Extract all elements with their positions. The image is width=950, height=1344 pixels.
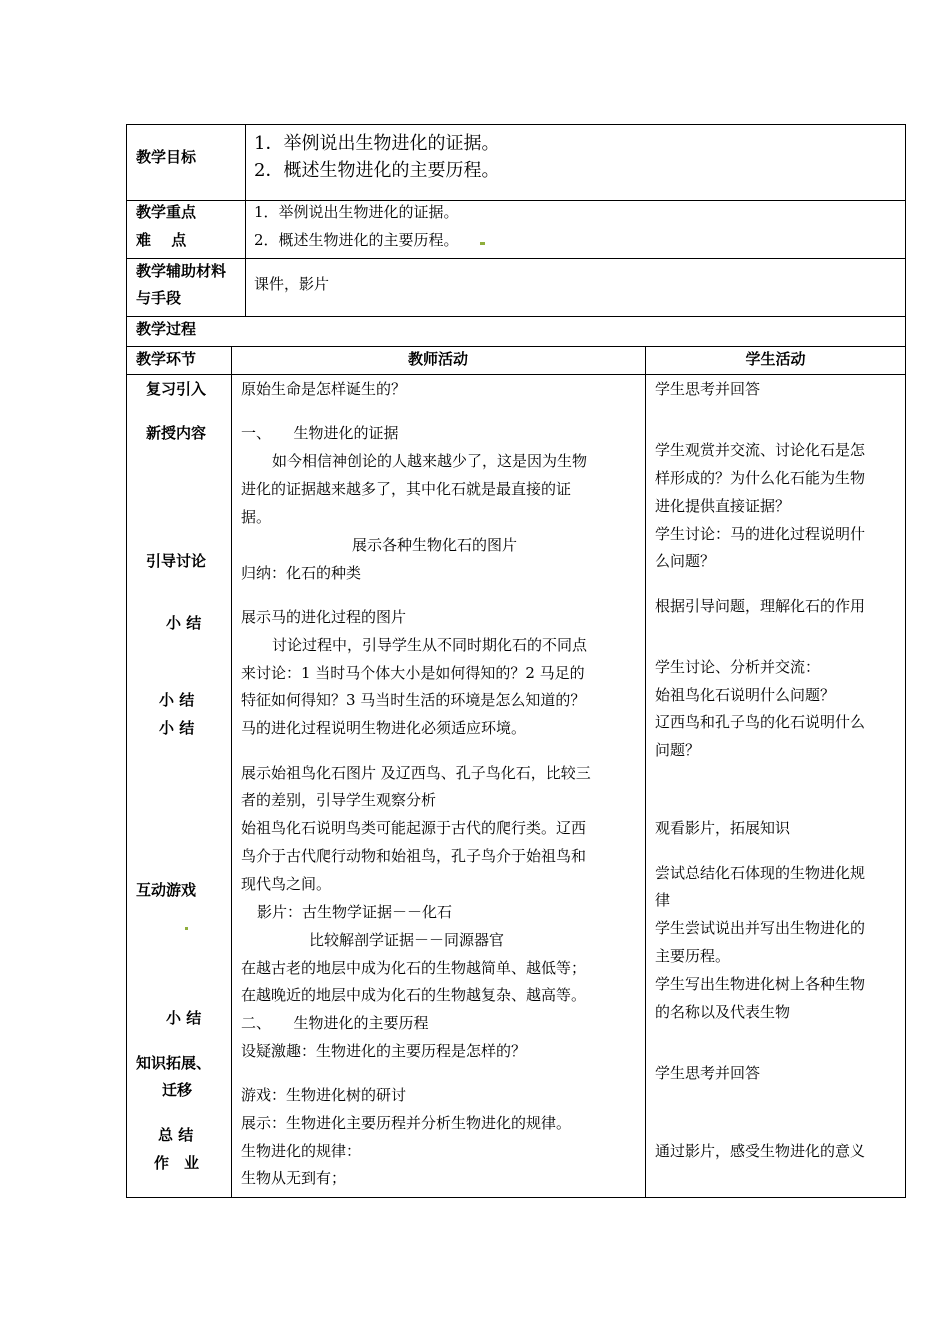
teacher-line: 游戏：生物进化树的研讨 [241, 1086, 407, 1104]
stage-extend: 知识拓展、 [136, 1054, 212, 1072]
materials-label: 教学辅助材料 [136, 262, 227, 280]
student-line: 学生写出生物进化树上各种生物 [655, 975, 866, 993]
student-line: 问题？ [655, 741, 701, 759]
materials-value: 课件，影片 [254, 275, 330, 293]
teacher-line: 鸟介于古代爬行动物和始祖鸟，孔子鸟介于始祖鸟和 [241, 847, 587, 865]
student-line: 进化提供直接证据？ [655, 497, 791, 515]
teacher-line: 一、 生物进化的证据 [241, 424, 399, 442]
teacher-line: 讨论过程中，引导学生从不同时期化石的不同点 [272, 636, 588, 654]
teacher-line: 据。 [241, 508, 272, 526]
teacher-line: 如今相信神创论的人越来越少了，这是因为生物 [272, 452, 588, 470]
key-points-label: 难 点 [136, 231, 187, 249]
key-point-item: 2．概述生物进化的主要历程。 [254, 231, 459, 249]
key-points-label: 教学重点 [136, 203, 197, 221]
teacher-line: 设疑激趣：生物进化的主要历程是怎样的？ [241, 1042, 527, 1060]
teacher-line: 二、 生物进化的主要历程 [241, 1014, 429, 1032]
student-line: 学生思考并回答 [655, 1064, 761, 1082]
row-divider [126, 200, 906, 201]
student-line: 的名称以及代表生物 [655, 1003, 791, 1021]
process-label: 教学过程 [136, 320, 197, 338]
stage-summary: 小 结 [159, 719, 195, 737]
row-divider [126, 316, 906, 317]
teacher-line: 比较解剖学证据－－同源器官 [309, 931, 505, 949]
stray-mark [480, 242, 485, 245]
teacher-line: 生物进化的规律： [241, 1142, 362, 1160]
stage-final: 作 业 [154, 1154, 200, 1172]
header-teacher: 教师活动 [407, 350, 468, 368]
student-line: 么问题？ [655, 552, 716, 570]
stage-game: 互动游戏 [136, 881, 197, 899]
header-stage: 教学环节 [136, 350, 197, 368]
col-divider [231, 346, 232, 1198]
stage-summary: 小 结 [159, 691, 195, 709]
student-line: 学生讨论：马的进化过程说明什 [655, 525, 866, 543]
teacher-line: 特征如何得知？3 马当时生活的环境是怎么知道的？ [241, 691, 586, 709]
stage-final: 总 结 [158, 1126, 194, 1144]
col-divider [245, 124, 246, 316]
stage-extend: 迁移 [162, 1081, 193, 1099]
teacher-line: 影片：古生物学证据－－化石 [257, 903, 453, 921]
student-line: 主要历程。 [655, 947, 731, 965]
row-divider [126, 374, 906, 375]
teacher-line: 原始生命是怎样诞生的？ [241, 380, 407, 398]
student-line: 尝试总结化石体现的生物进化规 [655, 864, 866, 882]
stage-summary: 小 结 [166, 614, 202, 632]
student-line: 辽西鸟和孔子鸟的化石说明什么 [655, 713, 866, 731]
student-line: 学生思考并回答 [655, 380, 761, 398]
teacher-line: 生物从无到有； [241, 1169, 347, 1187]
teacher-line: 在越晚近的地层中成为化石的生物越复杂、越高等。 [241, 986, 587, 1004]
goal-item: 1．举例说出生物进化的证据。 [254, 133, 500, 154]
student-line: 通过影片，感受生物进化的意义 [655, 1142, 866, 1160]
student-line: 始祖鸟化石说明什么问题？ [655, 686, 836, 704]
teacher-line: 归纳：化石的种类 [241, 564, 362, 582]
student-line: 学生观赏并交流、讨论化石是怎 [655, 441, 866, 459]
teacher-line: 展示：生物进化主要历程并分析生物进化的规律。 [241, 1114, 572, 1132]
teacher-line: 进化的证据越来越多了，其中化石就是最直接的证 [241, 480, 572, 498]
stage-new: 新授内容 [146, 424, 207, 442]
row-divider [126, 258, 906, 259]
teacher-line: 展示始祖鸟化石图片 及辽西鸟、孔子鸟化石，比较三 [241, 764, 591, 782]
stray-mark [185, 927, 188, 930]
student-line: 观看影片，拓展知识 [655, 819, 791, 837]
goal-item: 2．概述生物进化的主要历程。 [254, 160, 500, 181]
stage-summary: 小 结 [166, 1009, 202, 1027]
teacher-line: 在越古老的地层中成为化石的生物越简单、越低等； [241, 959, 587, 977]
teacher-line: 始祖鸟化石说明鸟类可能起源于古代的爬行类。辽西 [241, 819, 587, 837]
teacher-line: 马的进化过程说明生物进化必须适应环境。 [241, 719, 527, 737]
key-point-item: 1．举例说出生物进化的证据。 [254, 203, 459, 221]
teacher-line: 来讨论：1 当时马个体大小是如何得知的？2 马足的 [241, 664, 585, 682]
header-student: 学生活动 [745, 350, 806, 368]
student-line: 学生尝试说出并写出生物进化的 [655, 919, 866, 937]
student-line: 学生讨论、分析并交流： [655, 658, 821, 676]
student-line: 根据引导问题，理解化石的作用 [655, 597, 866, 615]
stage-discuss: 引导讨论 [146, 552, 207, 570]
teacher-line: 者的差别，引导学生观察分析 [241, 791, 437, 809]
student-line: 样形成的？为什么化石能为生物 [655, 469, 866, 487]
student-line: 律 [655, 891, 671, 909]
stage-review: 复习引入 [146, 380, 207, 398]
materials-label: 与手段 [136, 289, 182, 307]
col-divider [645, 346, 646, 1198]
teacher-line: 现代鸟之间。 [241, 875, 332, 893]
goals-label: 教学目标 [136, 148, 197, 166]
teacher-line: 展示马的进化过程的图片 [241, 608, 407, 626]
row-divider [126, 346, 906, 347]
teacher-line: 展示各种生物化石的图片 [352, 536, 518, 554]
